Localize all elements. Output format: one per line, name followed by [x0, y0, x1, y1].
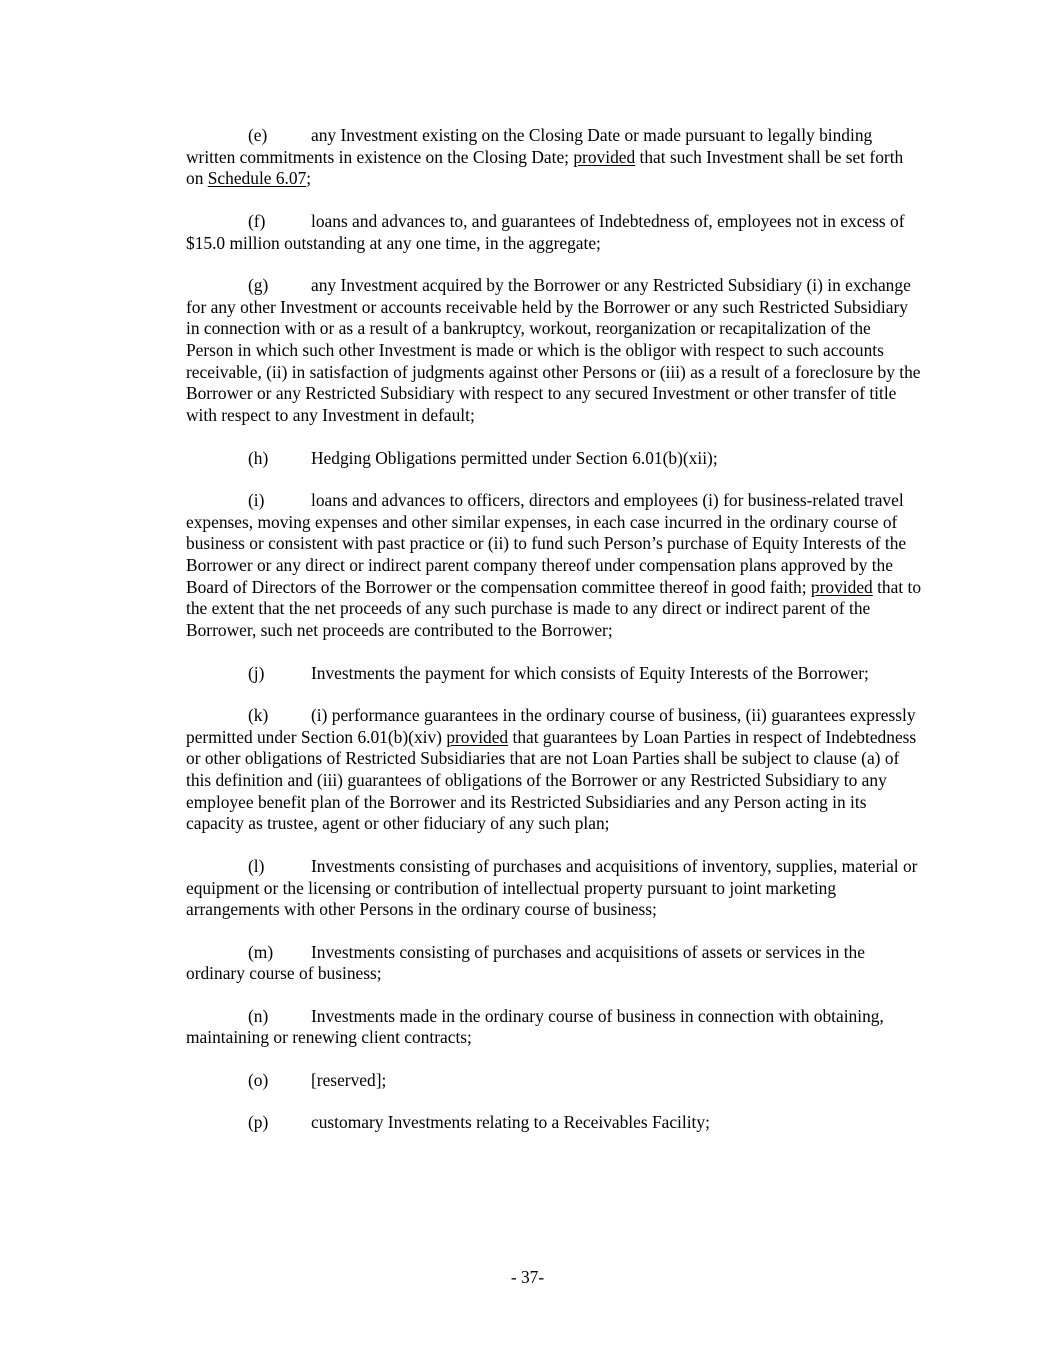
- clause-label: (n): [248, 1005, 269, 1026]
- clause-text: loans and advances to officers, directors and employees (i) for business-related travel expenses, moving expenses and other similar expenses, in each case incurred in the ordinary course of business or consistent with past practice or (ii) to fund such Person’s purchase of Equity Interests of the Borrower or any direct or indirect parent company thereof under compensation plans approved by the Board of Directors of the Borrower or the compensation committee thereof in good faith;: [186, 489, 907, 597]
- clause-text: [reserved];: [311, 1069, 387, 1090]
- clause-text: customary Investments relating to a Receivables Facility;: [311, 1112, 710, 1133]
- clause-text: Investments consisting of purchases and acquisitions of assets or services in the ordinary course of business;: [186, 941, 865, 984]
- clause-label: (h): [248, 447, 269, 468]
- clause-label: (l): [248, 855, 265, 876]
- clause-n: [186, 1006, 922, 1049]
- clause-h: [186, 448, 922, 470]
- clause-p: [186, 1112, 922, 1134]
- clause-label: (m): [248, 941, 274, 962]
- clause-k: [186, 705, 922, 835]
- clause-text: Hedging Obligations permitted under Section 6.01(b)(xii);: [311, 447, 718, 468]
- clause-text: (i) performance guarantees in the ordinary course of business, (ii) guarantees expressly permitted under Section 6.01(b)(xiv): [186, 704, 916, 747]
- clause-text: Investments the payment for which consists of Equity Interests of the Borrower;: [311, 662, 869, 683]
- clause-label: (g): [248, 274, 269, 295]
- clause-text: Investments consisting of purchases and acquisitions of inventory, supplies, material or equipment or the licensing or contribution of intellectual property pursuant to joint marketing arrangements with other Persons in the ordinary course of business;: [186, 855, 918, 920]
- clause-i: [186, 490, 922, 642]
- document-body: [186, 125, 922, 1155]
- clause-m: [186, 942, 922, 985]
- clause-o: [186, 1070, 922, 1092]
- clause-text: that to the extent that the net proceeds of any such purchase is made to any direct or indirect parent of the Borrower, such net proceeds are contributed to the Borrower;: [186, 576, 922, 641]
- clause-e: [186, 125, 922, 190]
- clause-text: ;: [306, 168, 312, 189]
- provided-term: provided: [573, 146, 636, 167]
- clause-text: that guarantees by Loan Parties in respect of Indebtedness or other obligations of Restricted Subsidiaries that are not Loan Parties shall be subject to clause (a) of this definition and (iii) guarantees of obligations of the Borrower or any Restricted Subsidiary to any employee benefit plan of the Borrower and its Restricted Subsidiaries and any Person acting in its capacity as trustee, agent or other fiduciary of any such plan;: [186, 726, 917, 834]
- clause-text: any Investment acquired by the Borrower or any Restricted Subsidiary (i) in exchange for any other Investment or accounts receivable held by the Borrower or any such Restricted Subsidiary in connection with or as a result of a bankruptcy, workout, reorganization or recapitalization of the Person in which such other Investment is made or which is the obligor with respect to such accounts receivable, (ii) in satisfaction of judgments against other Persons or (iii) as a result of a foreclosure by the Borrower or any Restricted Subsidiary with respect to any secured Investment or other transfer of title with respect to any Investment in default;: [186, 274, 921, 426]
- provided-term: provided: [446, 726, 509, 747]
- clause-text: loans and advances to, and guarantees of Indebtedness of, employees not in excess of $15.0 million outstanding at any one time, in the aggregate;: [186, 210, 905, 253]
- clause-label: (i): [248, 489, 265, 510]
- clause-j: [186, 663, 922, 685]
- clause-text: Investments made in the ordinary course of business in connection with obtaining, maintaining or renewing client contracts;: [186, 1005, 884, 1048]
- clause-text: any Investment existing on the Closing Date or made pursuant to legally binding written commitments in existence on the Closing Date;: [186, 125, 873, 167]
- clause-label: (o): [248, 1069, 269, 1090]
- clause-f: [186, 211, 922, 254]
- page-number: - 37-: [510, 1267, 545, 1287]
- clause-l: [186, 856, 922, 921]
- clause-text: that such Investment shall be set forth on: [186, 146, 904, 189]
- provided-term: provided: [810, 576, 873, 597]
- clause-label: (k): [248, 704, 269, 725]
- clause-label: (e): [248, 125, 268, 145]
- clause-g: [186, 275, 922, 427]
- clause-label: (j): [248, 662, 265, 683]
- schedule-reference: Schedule 6.07: [207, 168, 307, 189]
- clause-label: (p): [248, 1112, 269, 1133]
- clause-label: (f): [248, 210, 266, 231]
